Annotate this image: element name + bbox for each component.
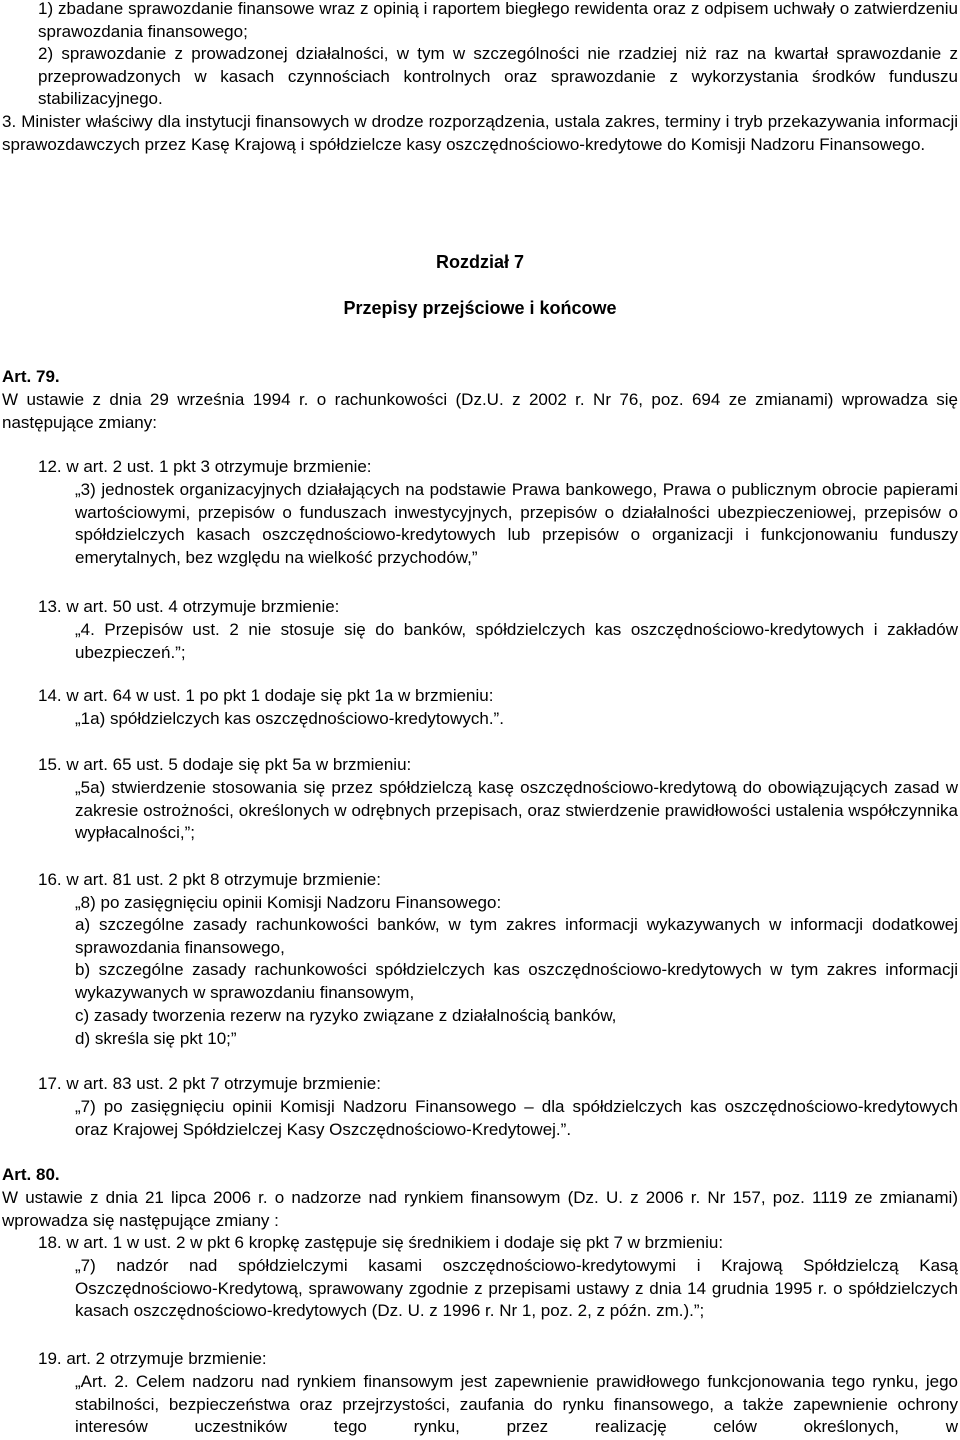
item-16-point-c: c) zasady tworzenia rezerw na ryzyko związane z działalnością banków, — [75, 1006, 617, 1025]
art-79-label: Art. 79. — [2, 367, 60, 386]
item-13-heading: 13. w art. 50 ust. 4 otrzymuje brzmienie: — [38, 597, 340, 616]
item-12-heading: 12. w art. 2 ust. 1 pkt 3 otrzymuje brzmienie: — [38, 457, 372, 476]
item-16-point-d: d) skreśla się pkt 10;” — [75, 1029, 237, 1048]
item-16-point-a: a) szczególne zasady rachunkowości banków, w tym zakres informacji wykazywanych w informacji dodatkowej sprawozdania finansowego, — [75, 915, 958, 957]
item-15-heading: 15. w art. 65 ust. 5 dodaje się pkt 5a w brzmieniu: — [38, 755, 412, 774]
item-12-body: „3) jednostek organizacyjnych działających na podstawie Prawa bankowego, Prawa o publicznym obrocie papierami wartościowymi, przepisów o funduszach inwestycyjnych, przepisów o działalności ubezpieczeniowej, przepisów o spółdzielczych kasach oszczędnościowo-kredytowych lub przepisów o organizacji i funkcjonowaniu funduszy emerytalnych, bez względu na wielkość przychodów,” — [75, 480, 958, 567]
item-16-point-b: b) szczególne zasady rachunkowości spółdzielczych kas oszczędnościowo-kredytowych w tym zakres informacji wykazywanych w sprawozdaniu finansowym, — [75, 960, 958, 1002]
item-17-heading: 17. w art. 83 ust. 2 pkt 7 otrzymuje brzmienie: — [38, 1074, 381, 1093]
item-18-heading: 18. w art. 1 w ust. 2 w pkt 6 kropkę zastępuje się średnikiem i dodaje się pkt 7 w brzmieniu: — [38, 1233, 724, 1252]
item-16-heading: 16. w art. 81 ust. 2 pkt 8 otrzymuje brzmienie: — [38, 870, 381, 889]
art-80-intro: W ustawie z dnia 21 lipca 2006 r. o nadzorze nad rynkiem finansowym (Dz. U. z 2006 r. Nr 157, poz. 1119 ze zmianami) wprowadza się następujące zmiany : — [2, 1188, 958, 1230]
item-19-heading: 19. art. 2 otrzymuje brzmienie: — [38, 1349, 267, 1368]
item-15-body: „5a) stwierdzenie stosowania się przez spółdzielczą kasę oszczędnościowo-kredytową do obowiązujących zasad w zakresie ostrożności, określonych w odrębnych przepisach, oraz stwierdzenie prawidłowości ustalenia współczynnika wypłacalności,”; — [75, 778, 958, 842]
item-18-body: „7) nadzór nad spółdzielczymi kasami oszczędnościowo-kredytowymi i Krajową Spółdzielczą Kasą Oszczędnościowo-Kredytową, sprawowany zgodnie z przepisami ustawy z dnia 14 grudnia 1995 r. o spółdzielczych kasach oszczędnościowo-kredytowych (Dz. U. z 1996 r. Nr 1, poz. 2, z późn. zm.).”; — [75, 1256, 958, 1320]
item-16-intro: „8) po zasięgnięciu opinii Komisji Nadzoru Finansowego: — [75, 893, 502, 912]
item-19-body: „Art. 2. Celem nadzoru nad rynkiem finansowym jest zapewnienie prawidłowego funkcjonowania tego rynku, jego stabilności, bezpieczeństwa oraz przejrzystości, zaufania do rynku finansowego, a także zapewnienie ochrony interesów uczestników tego rynku, przez realizację celów określonych, w — [75, 1372, 958, 1436]
chapter-title: Przepisy przejściowe i końcowe — [343, 298, 617, 318]
chapter-number: Rozdział 7 — [435, 252, 524, 272]
item-13-body: „4. Przepisów ust. 2 nie stosuje się do banków, spółdzielczych kas oszczędnościowo-kredytowych i zakładów ubezpieczeń.”; — [75, 620, 958, 662]
art-79-intro: W ustawie z dnia 29 września 1994 r. o rachunkowości (Dz.U. z 2002 r. Nr 76, poz. 694 ze zmianami) wprowadza się następujące zmiany: — [2, 390, 958, 432]
list-item-1: 1) zbadane sprawozdanie finansowe wraz z opinią i raportem biegłego rewidenta oraz z odpisem uchwały o zatwierdzeniu sprawozdania finansowego; — [38, 0, 958, 41]
item-14-heading: 14. w art. 64 w ust. 1 po pkt 1 dodaje się pkt 1a w brzmieniu: — [38, 686, 494, 705]
list-item-2: 2) sprawozdanie z prowadzonej działalności, w tym w szczególności nie rzadziej niż raz na kwartał sprawozdanie z przeprowadzonych w kasach czynnościach kontrolnych oraz sprawozdanie z wykorzystania środków funduszu stabilizacyjnego. — [38, 44, 958, 108]
item-17-body: „7) po zasięgnięciu opinii Komisji Nadzoru Finansowego – dla spółdzielczych kas oszczędnościowo-kredytowych oraz Krajowej Spółdzielczej Kasy Oszczędnościowo-Kredytowej.”. — [75, 1097, 958, 1139]
item-14-body: „1a) spółdzielczych kas oszczędnościowo-kredytowych.”. — [75, 709, 504, 728]
art-80-label: Art. 80. — [2, 1165, 60, 1184]
paragraph-3: 3. Minister właściwy dla instytucji finansowych w drodze rozporządzenia, ustala zakres, terminy i tryb przekazywania informacji sprawozdawczych przez Kasę Krajową i spółdzielcze kasy oszczędnościowo-kredytowe do Komisji Nadzoru Finansowego. — [2, 112, 958, 154]
